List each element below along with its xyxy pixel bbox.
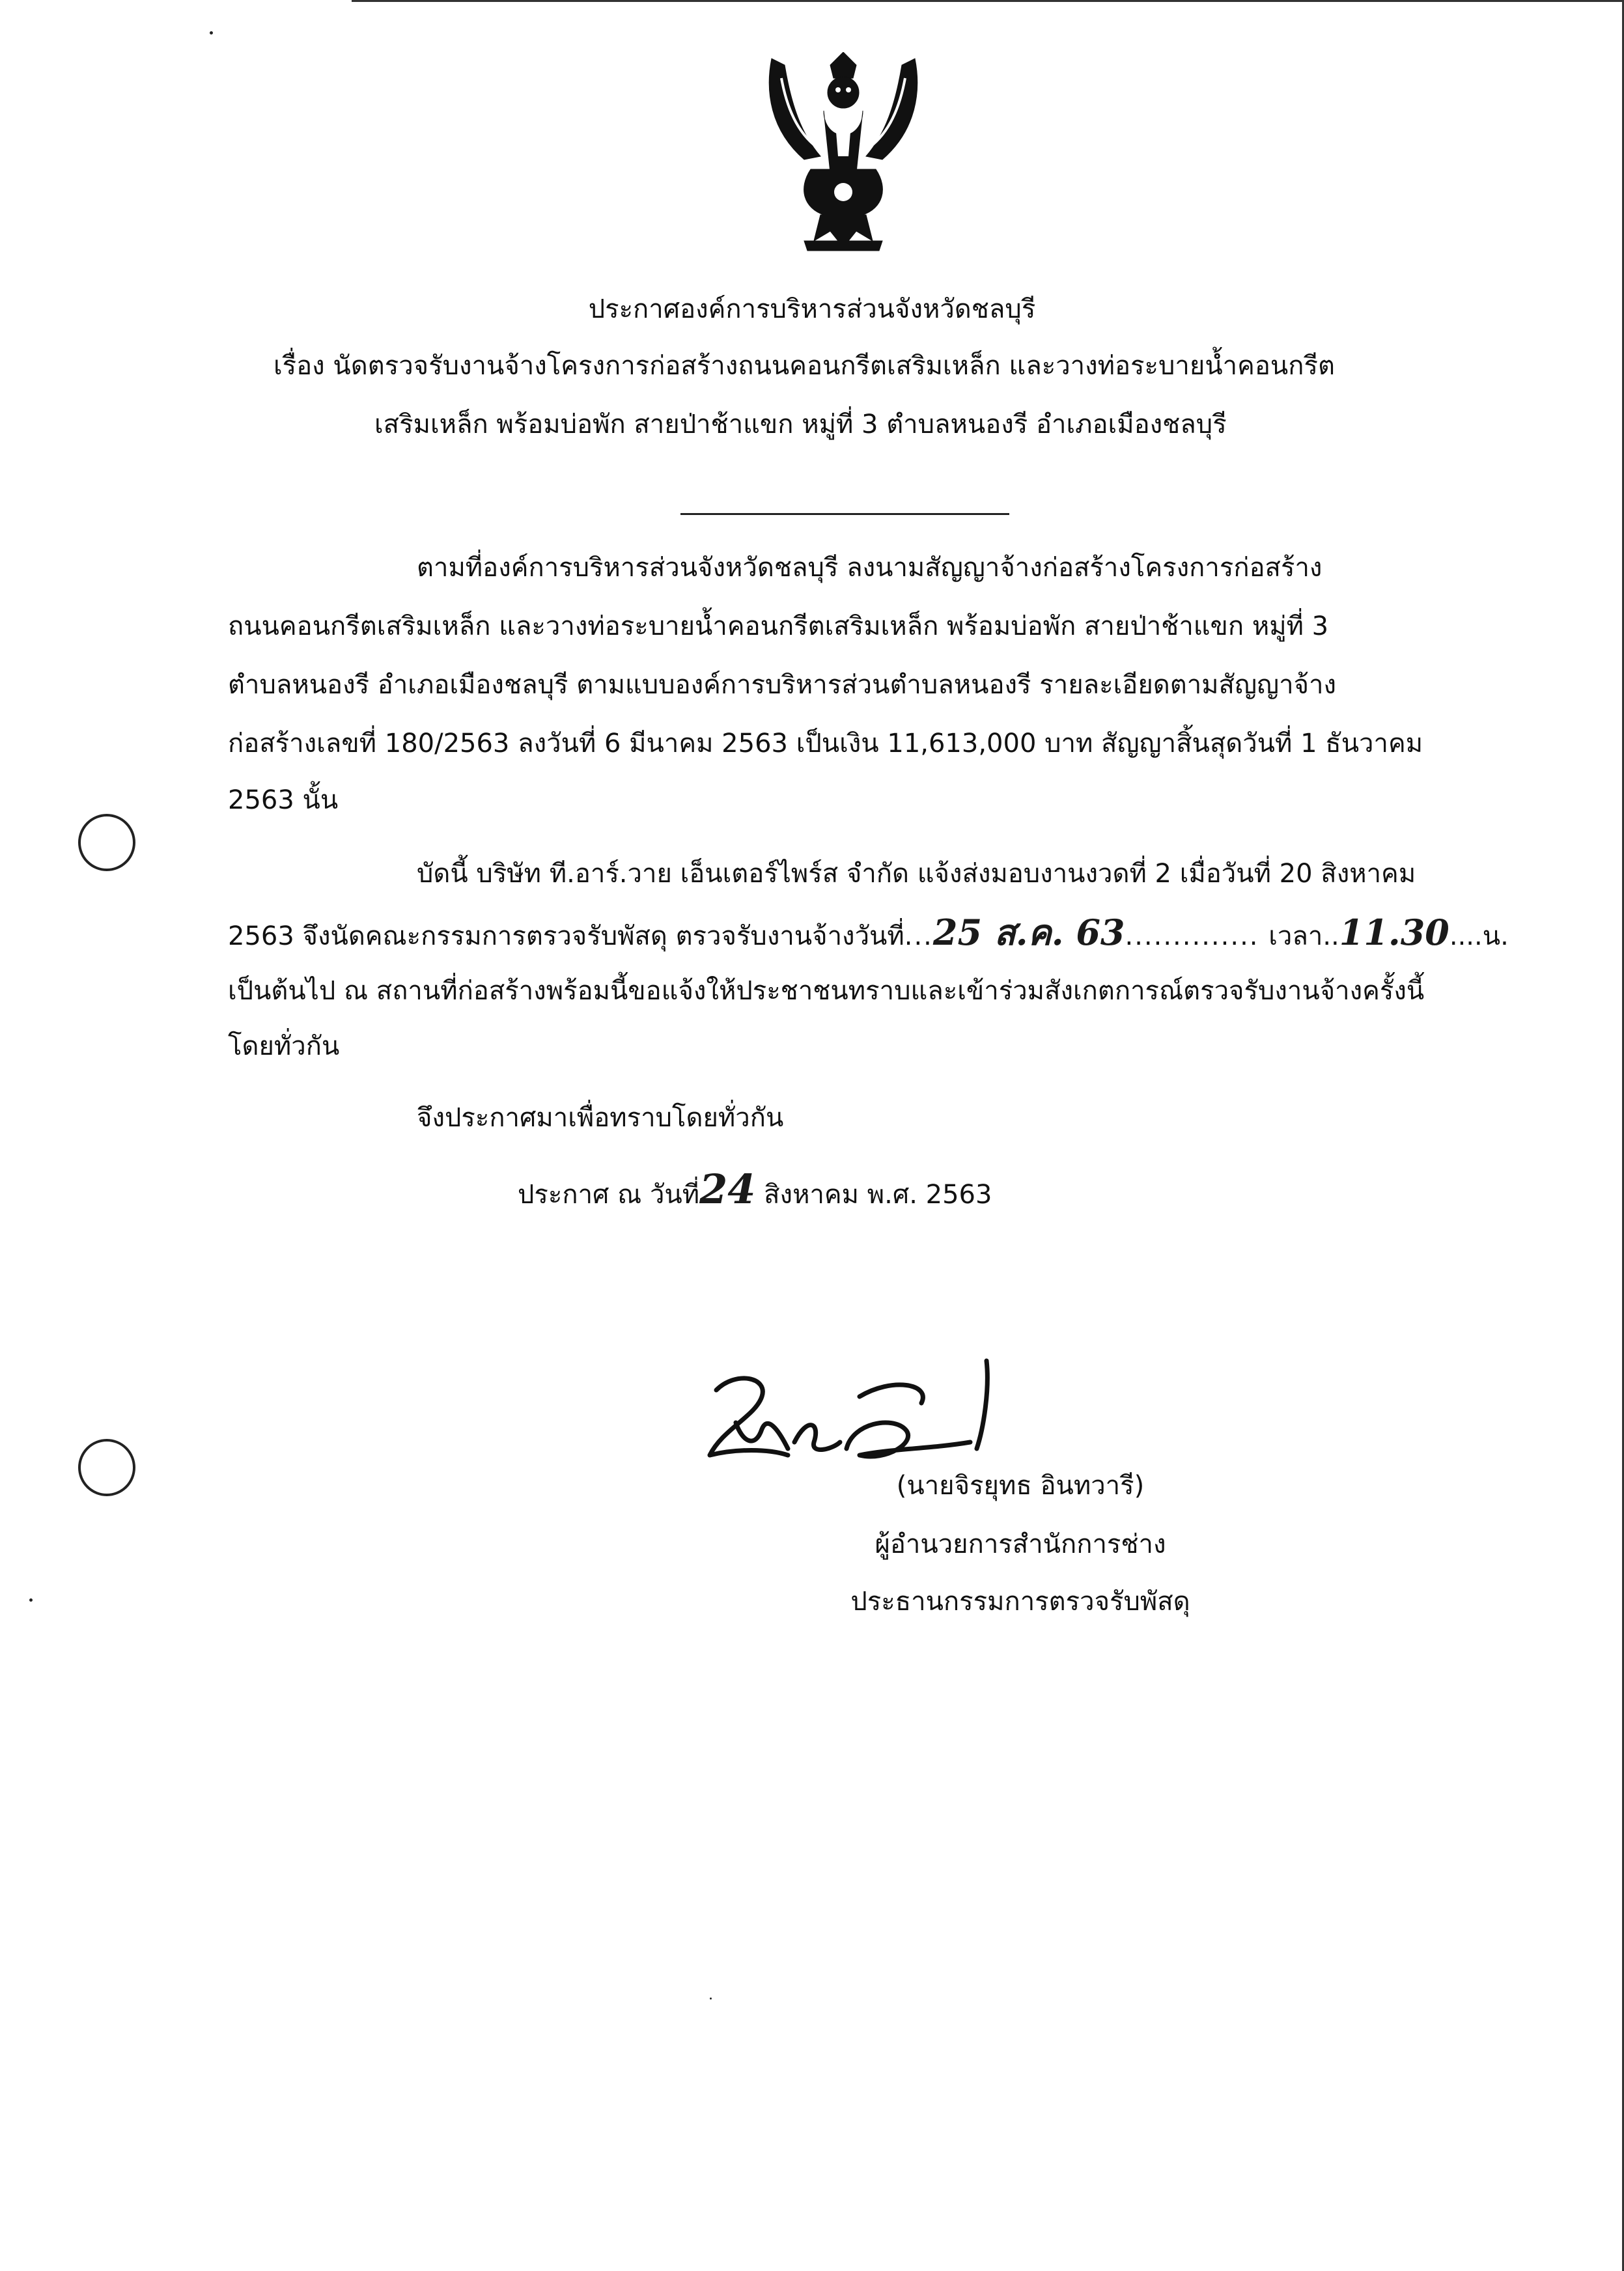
signatory-position: ผู้อำนวยการสำนักการช่าง bbox=[875, 1529, 1166, 1559]
paragraph-2-line: โดยทั่วกัน bbox=[228, 1031, 340, 1061]
subject-line-1: เรื่อง นัดตรวจรับงานจ้างโครงการก่อสร้างถนนคอนกรีตเสริมเหล็ก และวางท่อระบายน้ำคอนกรีต bbox=[273, 351, 1335, 381]
inspection-time-label: เวลา bbox=[1268, 921, 1323, 951]
inspection-time-handwritten: 11.30 bbox=[1339, 912, 1449, 953]
handwritten-signature bbox=[697, 1351, 1003, 1468]
closing-statement: จึงประกาศมาเพื่อทราบโดยทั่วกัน bbox=[417, 1103, 784, 1133]
paragraph-2-line: เป็นต้นไป ณ สถานที่ก่อสร้างพร้อมนี้ขอแจ้งให้ประชาชนทราบและเข้าร่วมสังเกตการณ์ตรวจรับงานจ้างครั้งนี้ bbox=[228, 976, 1425, 1006]
garuda-emblem-icon bbox=[759, 52, 928, 257]
paragraph-1-line: ถนนคอนกรีตเสริมเหล็ก และวางท่อระบายน้ำคอนกรีตเสริมเหล็ก พร้อมบ่อพัก สายป่าช้าแขก หมู่ที่ 3 bbox=[228, 611, 1329, 641]
signatory-name: (นายจิรยุทธ อินทวารี) bbox=[896, 1471, 1145, 1501]
paragraph-1-line: ตำบลหนองรี อำเภอเมืองชลบุรี ตามแบบองค์การบริหารส่วนตำบลหนองรี รายละเอียดตามสัญญาจ้าง bbox=[228, 670, 1337, 700]
paragraph-2-line: บัดนี้ บริษัท ที.อาร์.วาย เอ็นเตอร์ไพร์ส จำกัด แจ้งส่งมอบงานงวดที่ 2 เมื่อวันที่ 20 สิงหาคม bbox=[417, 859, 1416, 889]
paragraph-1-line: 2563 นั้น bbox=[228, 785, 339, 815]
punch-hole bbox=[78, 814, 135, 871]
subject-line-2: เสริมเหล็ก พร้อมบ่อพัก สายป่าช้าแขก หมู่ที่ 3 ตำบลหนองรี อำเภอเมืองชลบุรี bbox=[374, 410, 1227, 439]
paragraph-1-line: ตามที่องค์การบริหารส่วนจังหวัดชลบุรี ลงนามสัญญาจ้างก่อสร้างโครงการก่อสร้าง bbox=[417, 553, 1323, 583]
paragraph-1-line: ก่อสร้างเลขที่ 180/2563 ลงวันที่ 6 มีนาคม 2563 เป็นเงิน 11,613,000 บาท สัญญาสิ้นสุดวันที่ 1 ธันวาคม bbox=[228, 729, 1423, 759]
announced-day-handwritten: 24 bbox=[699, 1165, 756, 1213]
time-suffix: น. bbox=[1482, 921, 1509, 951]
document-title: ประกาศองค์การบริหารส่วนจังหวัดชลบุรี bbox=[588, 294, 1036, 324]
paragraph-2-line: 2563 จึงนัดคณะกรรมการตรวจรับพัสดุ ตรวจรับงานจ้างวันที่...25 ส.ค. 63.............. เวลา..11.30....น. bbox=[228, 912, 1509, 953]
signatory-committee-role: ประธานกรรมการตรวจรับพัสดุ bbox=[850, 1587, 1190, 1617]
announcement-date: ประกาศ ณ วันที่24 สิงหาคม พ.ศ. 2563 bbox=[518, 1165, 992, 1213]
inspection-date-label: 2563 จึงนัดคณะกรรมการตรวจรับพัสดุ ตรวจรับงานจ้างวันที่ bbox=[228, 921, 904, 951]
scan-speck bbox=[710, 1998, 712, 1999]
inspection-date-handwritten: 25 ส.ค. 63 bbox=[932, 912, 1125, 953]
title-separator bbox=[680, 513, 1009, 515]
scan-border-top bbox=[352, 0, 1624, 2]
scan-speck bbox=[210, 31, 213, 35]
